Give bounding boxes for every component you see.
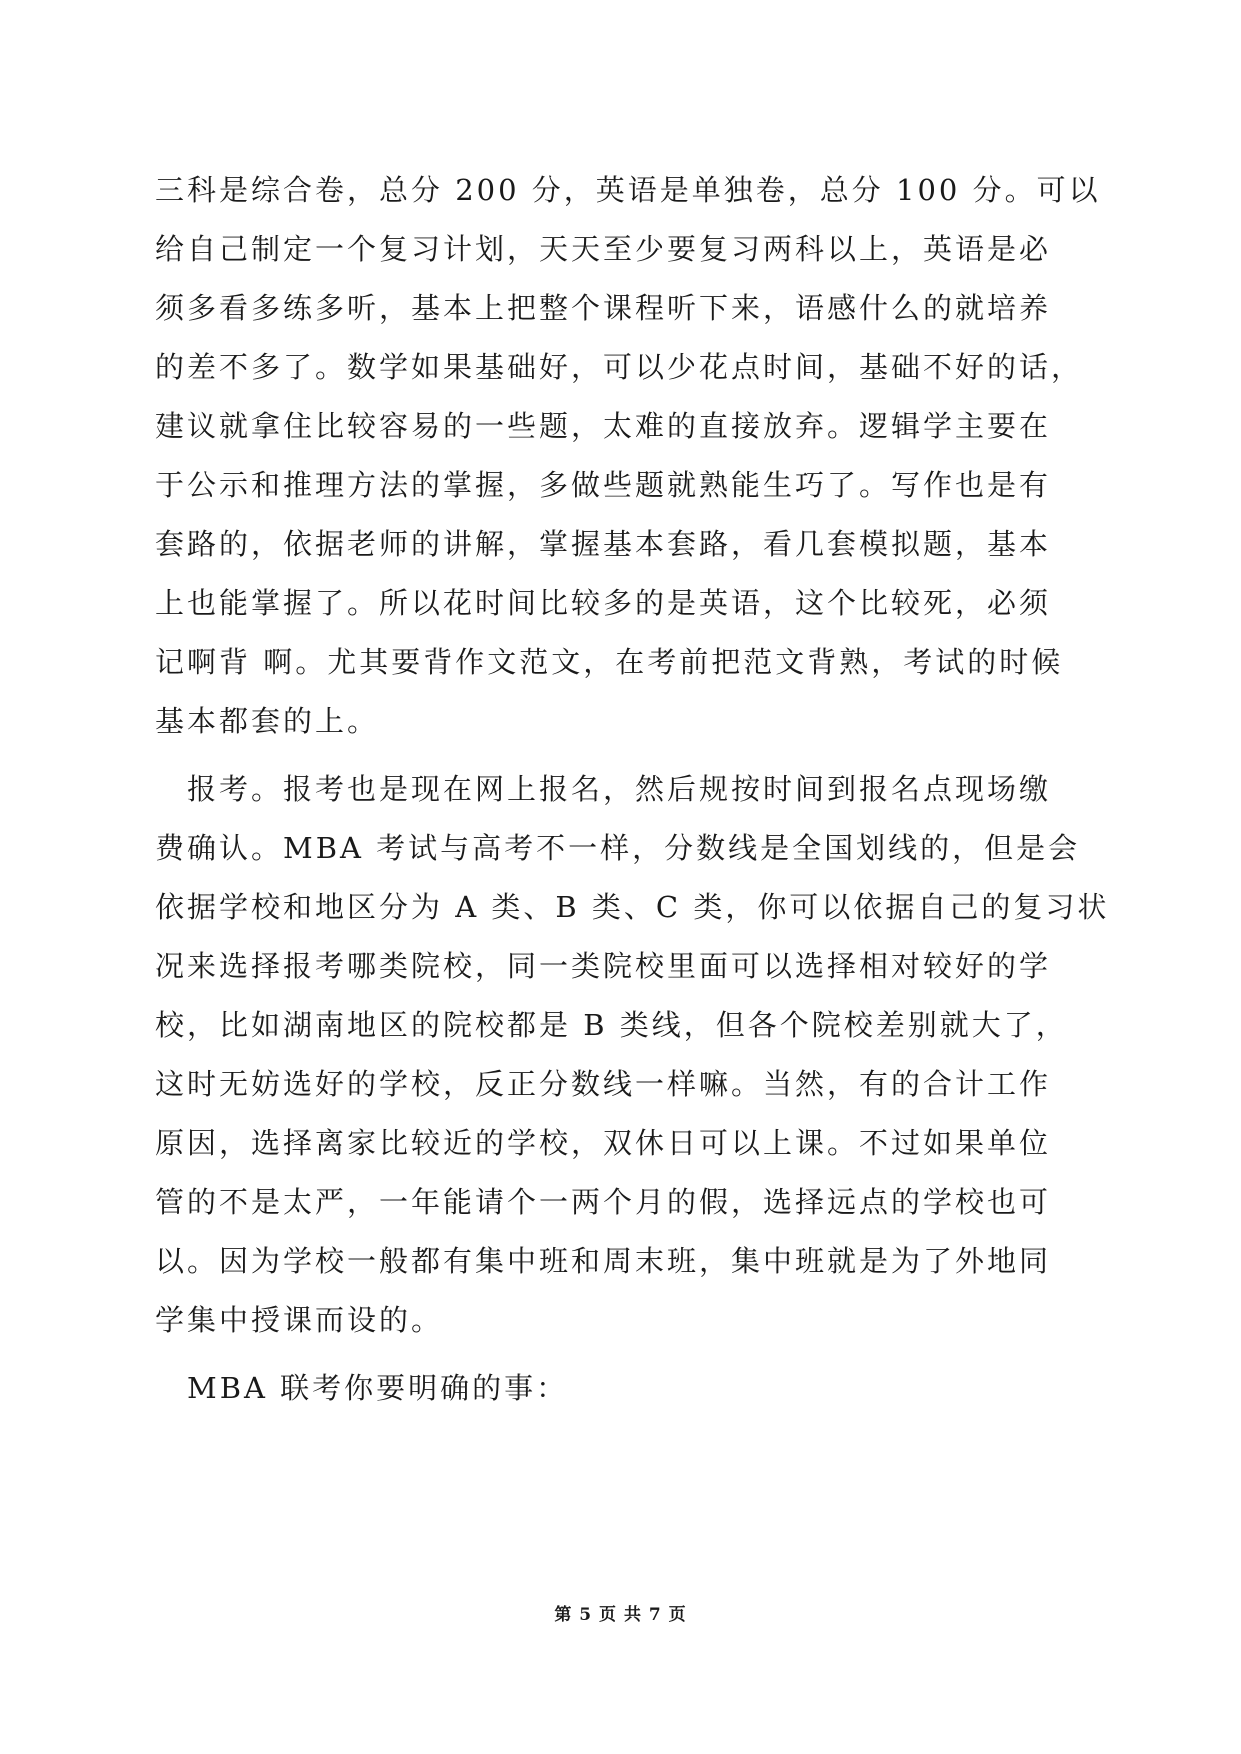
text-line: 建议就拿住比较容易的一些题，太难的直接放弃。逻辑学主要在 xyxy=(155,409,1052,443)
text-line: 原因，选择离家比较近的学校，双休日可以上课。不过如果单位 xyxy=(155,1126,1052,1160)
text-line: 况来选择报考哪类院校，同一类院校里面可以选择相对较好的学 xyxy=(155,949,1052,983)
text-line: MBA 联考你要明确的事： xyxy=(187,1371,569,1405)
text-line: 这时无妨选好的学校，反正分数线一样嘛。当然，有的合计工作 xyxy=(155,1067,1052,1101)
text-line: 基本都套的上。 xyxy=(155,704,380,738)
text-line: 以。因为学校一般都有集中班和周末班，集中班就是为了外地同 xyxy=(155,1244,1052,1278)
text-line: 的差不多了。数学如果基础好，可以少花点时间，基础不好的话， xyxy=(155,350,1084,384)
text-line: 套路的，依据老师的讲解，掌握基本套路，看几套模拟题，基本 xyxy=(155,527,1052,561)
text-line: 上也能掌握了。所以花时间比较多的是英语，这个比较死，必须 xyxy=(155,586,1052,620)
text-line: 于公示和推理方法的掌握，多做些题就熟能生巧了。写作也是有 xyxy=(155,468,1052,502)
text-line: 学集中授课而设的。 xyxy=(155,1303,444,1337)
text-line: 须多看多练多听，基本上把整个课程听下来，语感什么的就培养 xyxy=(155,291,1052,325)
text-line: 管的不是太严，一年能请个一两个月的假，选择远点的学校也可 xyxy=(155,1185,1052,1219)
text-line: 给自己制定一个复习计划，天天至少要复习两科以上，英语是必 xyxy=(155,232,1052,266)
page-number-footer: 第 5 页 共 7 页 xyxy=(554,1605,687,1625)
text-line: 校，比如湖南地区的院校都是 B 类线，但各个院校差别就大了， xyxy=(155,1008,1068,1042)
text-line: 三科是综合卷，总分 200 分，英语是单独卷，总分 100 分。可以 xyxy=(155,173,1101,207)
text-line: 依据学校和地区分为 A 类、B 类、C 类，你可以依据自己的复习状 xyxy=(155,890,1110,924)
text-line: 费确认。MBA 考试与高考不一样，分数线是全国划线的，但是会 xyxy=(155,831,1081,865)
text-line: 报考。报考也是现在网上报名，然后规按时间到报名点现场缴 xyxy=(187,772,1052,806)
text-line: 记啊背 啊。尤其要背作文范文，在考前把范文背熟，考试的时候 xyxy=(155,645,1064,679)
